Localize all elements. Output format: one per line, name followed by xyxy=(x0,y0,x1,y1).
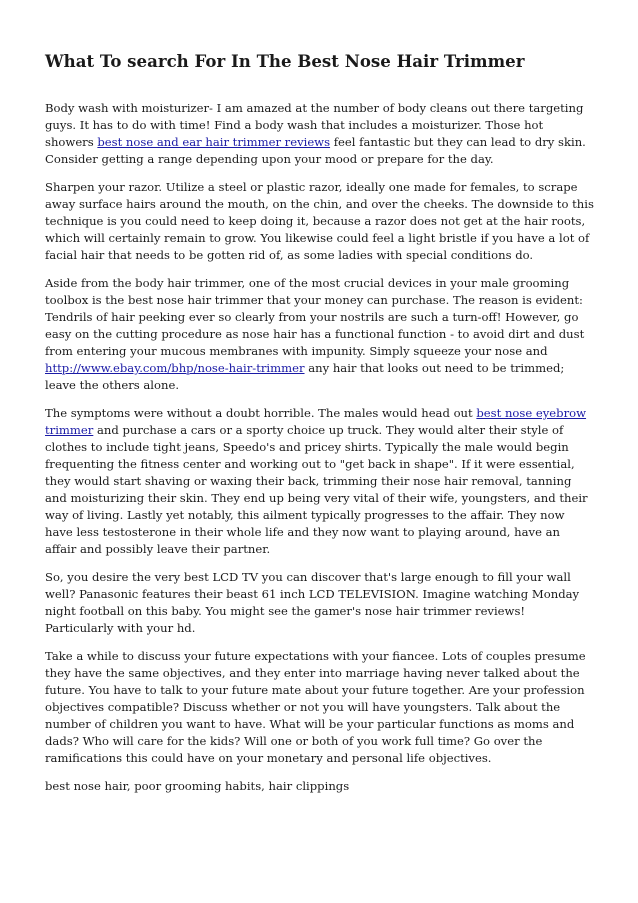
document-page xyxy=(45,49,595,806)
paragraph-text: Sharpen your razor. Utilize a steel or plastic razor, ideally one made for females, to scrape away surface hairs around the mouth, on the chin, and over the cheeks. The downside to this technique is you could need to keep doing it, because a razor does not get at the hair roots, which will certainly remain to grow. You likewise could feel a light bristle if you have a lot of facial hair that needs to be gotten rid of, as some ladies with special conditions do. xyxy=(45,180,594,262)
paragraph-text: any hair that looks out need to be trimmed; leave the others alone. xyxy=(45,361,565,392)
paragraph-lcd-tv xyxy=(45,569,595,637)
link-ebay-nose-hair-trimmer[interactable]: http://www.ebay.com/bhp/nose-hair-trimmer xyxy=(45,361,305,375)
tags-text: best nose hair, poor grooming habits, hair clippings xyxy=(45,779,350,793)
paragraph-text: and purchase a cars or a sporty choice up truck. They would alter their style of clothes to include tight jeans, Speedo's and pricey shirts. Typically the male would begin frequenting the fitness center and working out to "get back in shape". If it were essential, they would start shaving or waxing their back, trimming their nose hair removal, tanning and moisturizing their skin. They end up being very vital of their wife, youngsters, and their way of living. Lastly yet notably, this ailment typically progresses to the affair. They now have less testosterone in their whole life and they now want to playing around, have an affair and possibly leave their partner. xyxy=(45,423,588,556)
paragraph-future-expectations xyxy=(45,648,595,767)
link-best-nose-eyebrow-trimmer[interactable]: best nose eyebrow trimmer xyxy=(45,406,587,437)
paragraph-text: Body wash with moisturizer- I am amazed at the number of body cleans out there targeting guys. It has to do with time! Find a body wash that includes a moisturizer. Those hot showers xyxy=(45,101,584,149)
paragraph-text: Take a while to discuss your future expectations with your fiancee. Lots of couples presume they have the same objectives, and they enter into marriage having never talked about the future. You have to talk to your future mate about your future together. Are your profession objectives compatible? Discuss whether or not you will have youngsters. Talk about the number of children you want to have. What will be your particular functions as moms and dads? Who will care for the kids? Will one or both of you work full time? Go over the ramifications this could have on your monetary and personal life objectives. xyxy=(45,649,586,765)
paragraph-text: feel fantastic but they can lead to dry skin. Consider getting a range depending upon your mood or prepare for the day. xyxy=(45,135,586,166)
paragraph-symptoms xyxy=(45,405,595,558)
paragraph-body-wash xyxy=(45,100,595,168)
link-best-nose-and-ear-hair-trimmer-reviews[interactable]: best nose and ear hair trimmer reviews xyxy=(97,135,331,149)
paragraph-text: So, you desire the very best LCD TV you can discover that's large enough to fill your wall well? Panasonic features their beast 61 inch LCD TELEVISION. Imagine watching Monday night football on this baby. You might see the gamer's nose hair trimmer reviews! Particularly with your hd. xyxy=(45,570,580,635)
page-title: What To search For In The Best Nose Hair Trimmer xyxy=(45,51,525,71)
paragraph-tags xyxy=(45,778,595,795)
paragraph-body-hair-trimmer xyxy=(45,275,595,394)
paragraph-sharpen-razor xyxy=(45,179,595,264)
paragraph-text: Aside from the body hair trimmer, one of the most crucial devices in your male grooming toolbox is the best nose hair trimmer that your money can purchase. The reason is evident: Tendrils of hair peeking ever so clearly from your nostrils are such a turn-off! However, go easy on the cutting procedure as nose hair has a functional function - to avoid dirt and dust from entering your mucous membranes with impunity. Simply squeeze your nose and xyxy=(45,276,585,358)
paragraph-text: The symptoms were without a doubt horrible. The males would head out xyxy=(45,406,477,420)
